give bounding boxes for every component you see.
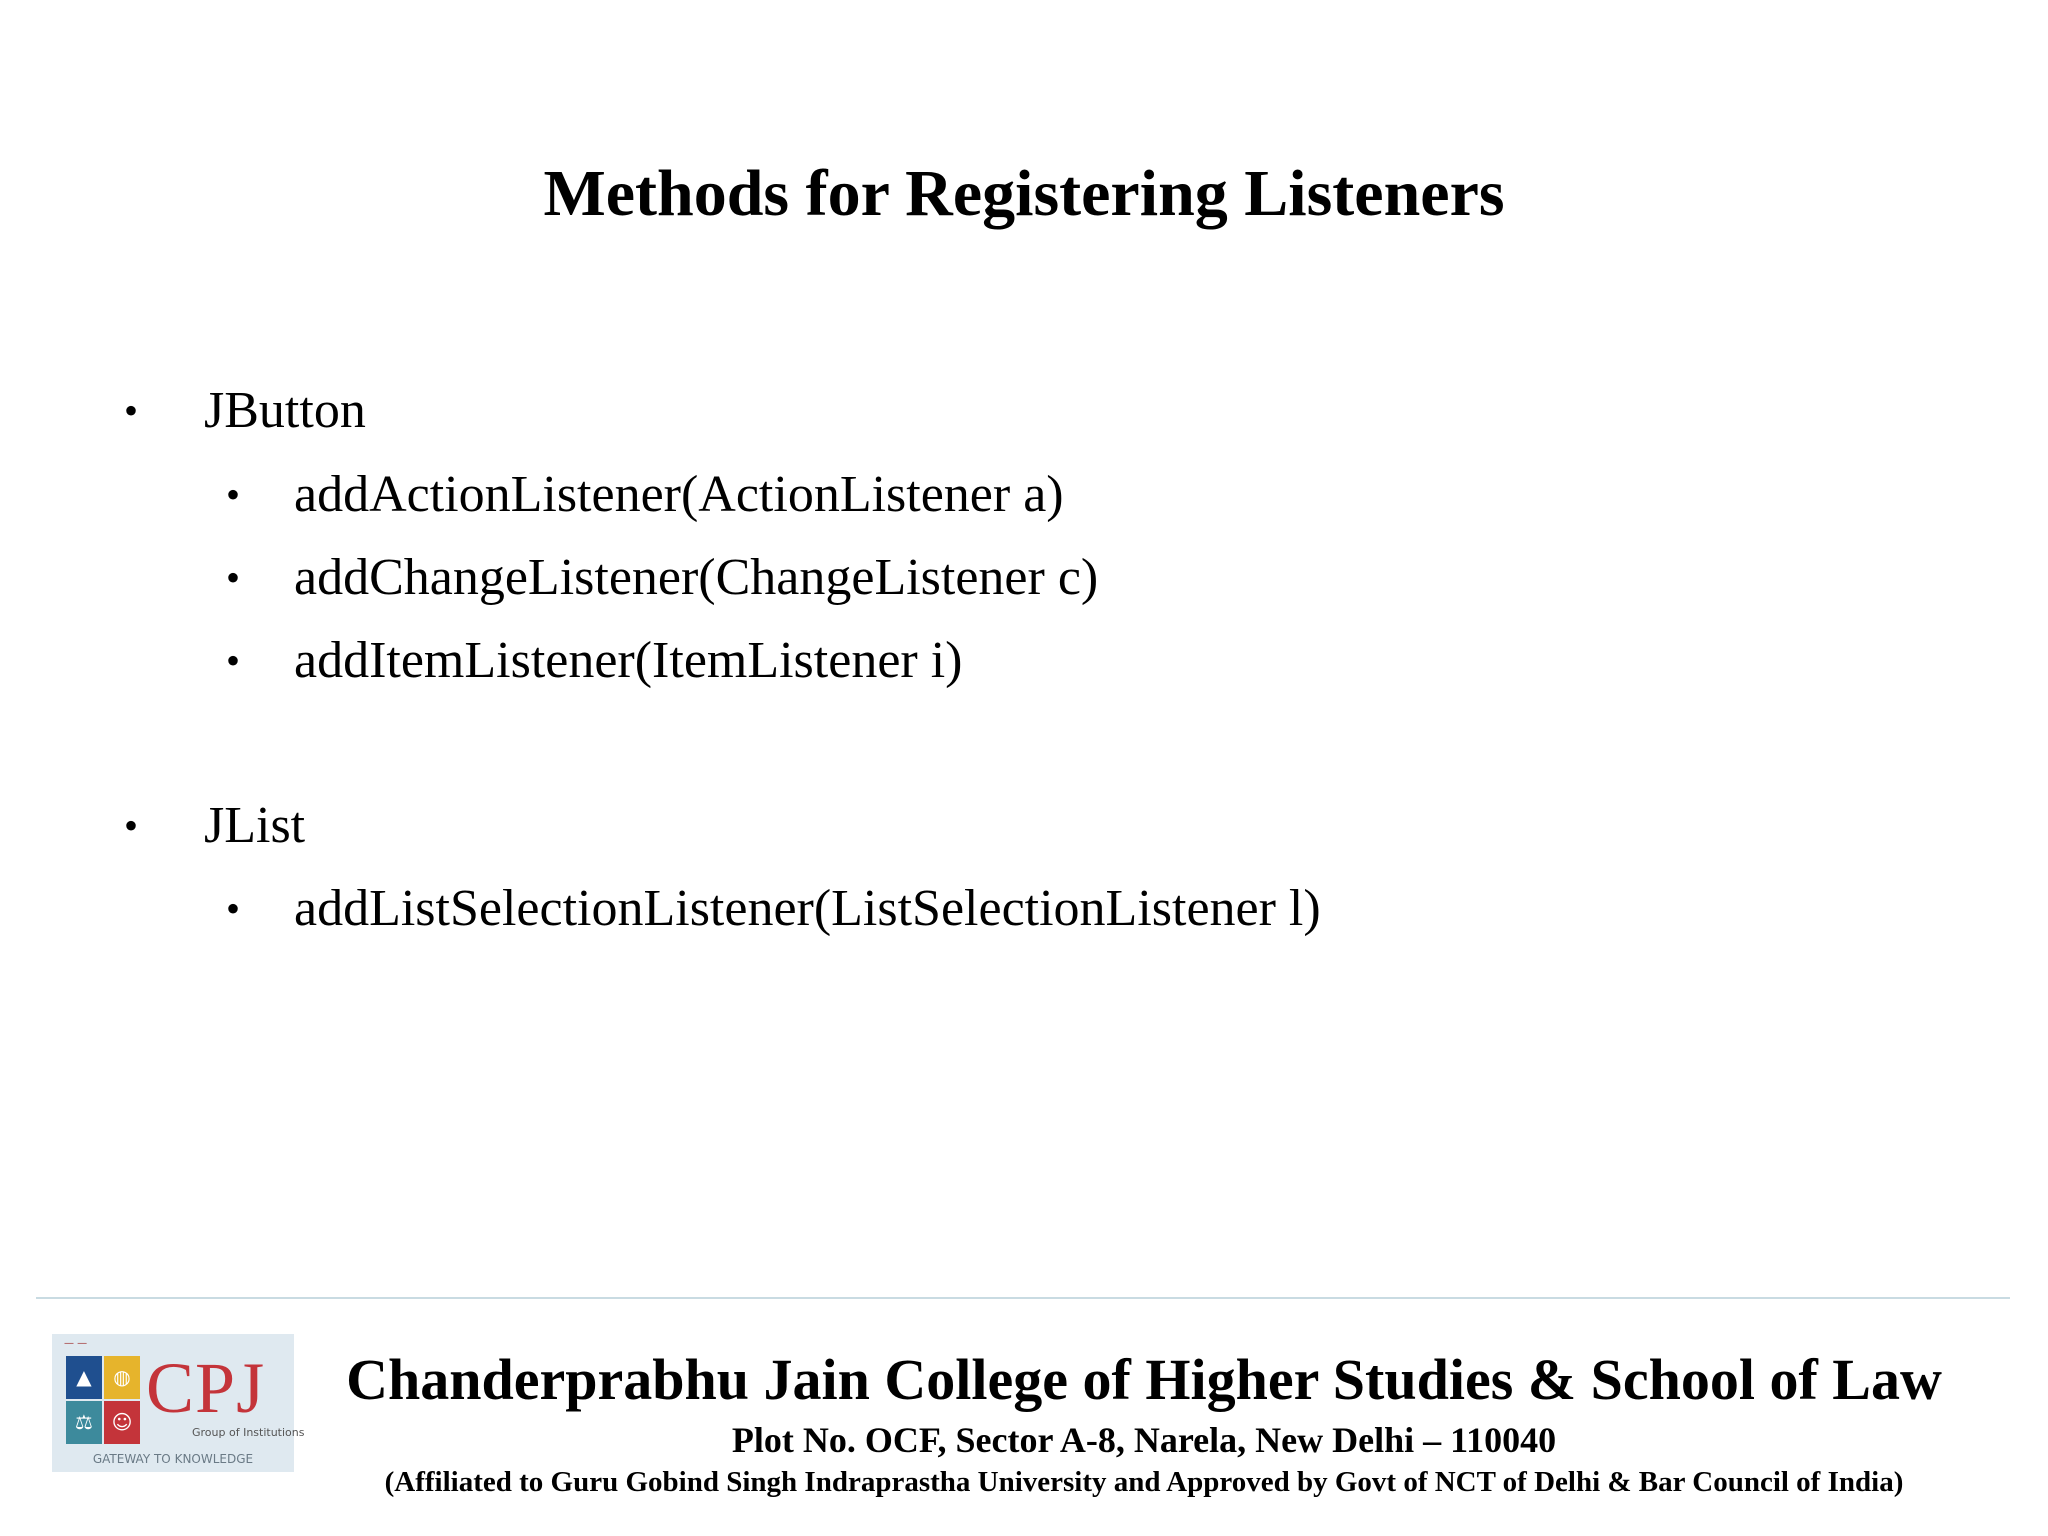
bullet-dot-icon: • xyxy=(124,388,139,433)
college-affiliation: (Affiliated to Guru Gobind Singh Indraprastha University and Approved by Govt of NCT of Delhi & Bar Council of India) xyxy=(384,1466,1904,1498)
list-item-method xyxy=(226,874,1321,944)
list-item-jlist xyxy=(124,791,306,861)
list-item-method xyxy=(226,543,1099,613)
list-item-method xyxy=(226,626,963,696)
bullet-dot-icon: • xyxy=(226,472,241,517)
college-address: Plot No. OCF, Sector A-8, Narela, New Delhi – 110040 xyxy=(731,1420,1557,1460)
list-item-method xyxy=(226,460,1064,530)
logo-subtitle: Group of Institutions xyxy=(192,1426,305,1439)
logo-mark: CPJ xyxy=(146,1348,266,1428)
list-item-jbutton xyxy=(124,376,366,446)
person-icon: ☺ xyxy=(104,1401,140,1444)
logo-emblem xyxy=(66,1356,140,1444)
footer-divider xyxy=(36,1297,2010,1299)
slide-title: Methods for Registering Listeners xyxy=(543,157,1505,230)
list-item-label: addActionListener(ActionListener a) xyxy=(294,466,1064,523)
list-item-label: addListSelectionListener(ListSelectionListener l) xyxy=(294,880,1321,937)
bullet-dot-icon: • xyxy=(124,803,139,848)
bullet-dot-icon: • xyxy=(226,555,241,600)
logo-tagline: — — xyxy=(64,1338,88,1349)
globe-icon: ◍ xyxy=(104,1356,140,1399)
logo-motto: GATEWAY TO KNOWLEDGE xyxy=(92,1452,254,1466)
college-name: Chanderprabhu Jain College of Higher Studies & School of Law xyxy=(346,1347,1942,1412)
graduation-cap-icon: ▲ xyxy=(66,1356,102,1399)
list-item-label: addItemListener(ItemListener i) xyxy=(294,632,963,689)
list-item-label: JButton xyxy=(204,382,366,439)
college-logo xyxy=(52,1334,305,1472)
list-item-label: addChangeListener(ChangeListener c) xyxy=(294,549,1099,606)
list-item-label: JList xyxy=(204,797,306,854)
bullet-dot-icon: • xyxy=(226,886,241,931)
bullet-dot-icon: • xyxy=(226,638,241,683)
scales-icon: ⚖ xyxy=(66,1401,102,1444)
